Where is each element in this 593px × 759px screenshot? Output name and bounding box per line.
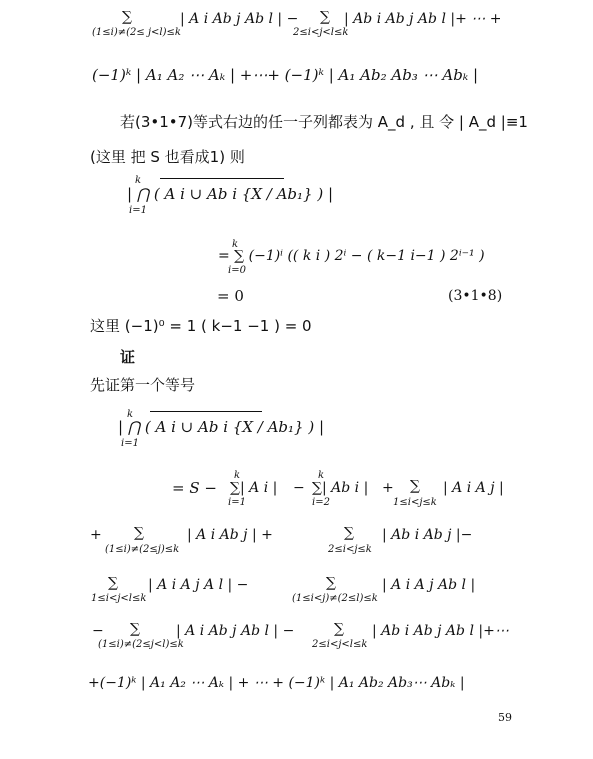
row6-term2: | Ab i Ab j |− — [382, 527, 473, 543]
eq1-lower-limit: i=1 — [129, 205, 147, 216]
row5-sum1: ∑| A i | — [230, 480, 278, 496]
row8-sum2-bottom: 2≤i<j<l≤k — [312, 639, 368, 650]
row6-lead: + — [90, 527, 102, 543]
eq2-upper-limit: k — [232, 239, 239, 250]
row7-sum1-bottom: 1≤i<j<l≤k — [91, 593, 147, 604]
proof-intro: 先证第一个等号 — [90, 376, 196, 394]
page-number: 59 — [498, 711, 512, 724]
equation-line-1-sum-a — [122, 10, 132, 24]
row5-plus: + — [382, 480, 394, 496]
row5-sum2-bottom: i=2 — [312, 497, 330, 508]
proof-label: 证 — [120, 348, 136, 366]
row5-sum3-term: | A i A j | — [443, 480, 504, 496]
eq3-label: (3•1•8) — [448, 288, 503, 304]
eq4-upper-limit: k — [127, 409, 134, 420]
row6-sum1: ∑ — [134, 525, 144, 541]
row5-sum3-bottom: 1≤i<j≤k — [393, 497, 437, 508]
eq1-overline — [160, 178, 284, 179]
sum-symbol: ∑ — [122, 9, 132, 25]
eq3-expression: = 0 — [217, 287, 244, 305]
equation-line-1-term-b: | Ab i Ab j Ab l |+ ⋯ + — [344, 11, 502, 27]
paragraph-line-2: (这里 把 S 也看成1) 则 — [90, 148, 245, 166]
row8-lead: − — [92, 623, 104, 639]
row9-expression: +(−1)ᵏ | A₁ A₂ ⋯ Aₖ | + ⋯ + (−1)ᵏ | A₁ Ab₂ Ab₃⋯ Abₖ | — [88, 675, 465, 691]
row8-sum1: ∑ — [130, 621, 140, 637]
row5-sum1-top: k — [234, 470, 241, 481]
equation-line-2: (−1)ᵏ | A₁ A₂ ⋯ Aₖ | +⋯+ (−1)ᵏ | A₁ Ab₂ Ab₃ ⋯ Abₖ | — [92, 66, 479, 84]
note-line: 这里 (−1)⁰ = 1 ( k−1 −1 ) = 0 — [90, 317, 312, 335]
row8-sum2: ∑ — [334, 621, 344, 637]
row5-sum2-top: k — [318, 470, 325, 481]
paragraph-line-1: 若(3•1•7)等式右边的任一子列都表为 A_d , 且 令 | A_d |≡1 — [120, 113, 528, 131]
row5-sum2: ∑| Ab i | — [312, 480, 369, 496]
eq2-expression: = ∑ (−1)ⁱ (( k i ) 2ⁱ − ( k−1 i−1 ) 2ⁱ⁻¹ ) — [218, 248, 485, 264]
row6-sum1-bottom: (1≤i)≠(2≤j)≤k — [105, 544, 180, 555]
row7-term2: | A i A j Ab l | — [382, 577, 476, 593]
eq4-overline — [150, 411, 262, 412]
equation-line-1-sub-b: 2≤i<j<l≤k — [293, 27, 349, 38]
row7-sum2-bottom: (1≤i<j)≠(2≤l)≤k — [292, 593, 378, 604]
eq4-lower-limit: i=1 — [121, 438, 139, 449]
row7-sum2: ∑ — [326, 575, 336, 591]
row5-lead: = S − — [172, 479, 217, 497]
row6-sum2: ∑ — [344, 525, 354, 541]
row8-sum1-bottom: (1≤i)≠(2≤j<l)≤k — [98, 639, 184, 650]
eq1-upper-limit: k — [135, 175, 142, 186]
row7-term1: | A i A j A l | − — [148, 577, 249, 593]
eq4-expression: | ⋂ ( A i ∪ Ab i {X / Ab₁} ) | — [118, 418, 325, 436]
row8-term2: | Ab i Ab j Ab l |+⋯ — [372, 623, 509, 639]
equation-line-1-sub-a: (1≤i)≠(2≤ j<l)≤k — [92, 27, 181, 38]
equation-line-1-sum-b: ∑ — [320, 9, 330, 25]
eq1-expression: | ⋂ ( A i ∪ Ab i {X / Ab₁} ) | — [127, 185, 334, 203]
row7-sum1: ∑ — [108, 575, 118, 591]
row5-sum1-bottom: i=1 — [228, 497, 246, 508]
row6-term1: | A i Ab j | + — [187, 527, 273, 543]
row5-sum3: ∑ — [410, 478, 420, 494]
eq2-lower-limit: i=0 — [228, 265, 246, 276]
row6-sum2-bottom: 2≤i<j≤k — [328, 544, 372, 555]
equation-line-1-term-a: | A i Ab j Ab l | − — [180, 11, 299, 27]
row5-minus: − — [293, 480, 305, 496]
row8-term1: | A i Ab j Ab l | − — [176, 623, 295, 639]
